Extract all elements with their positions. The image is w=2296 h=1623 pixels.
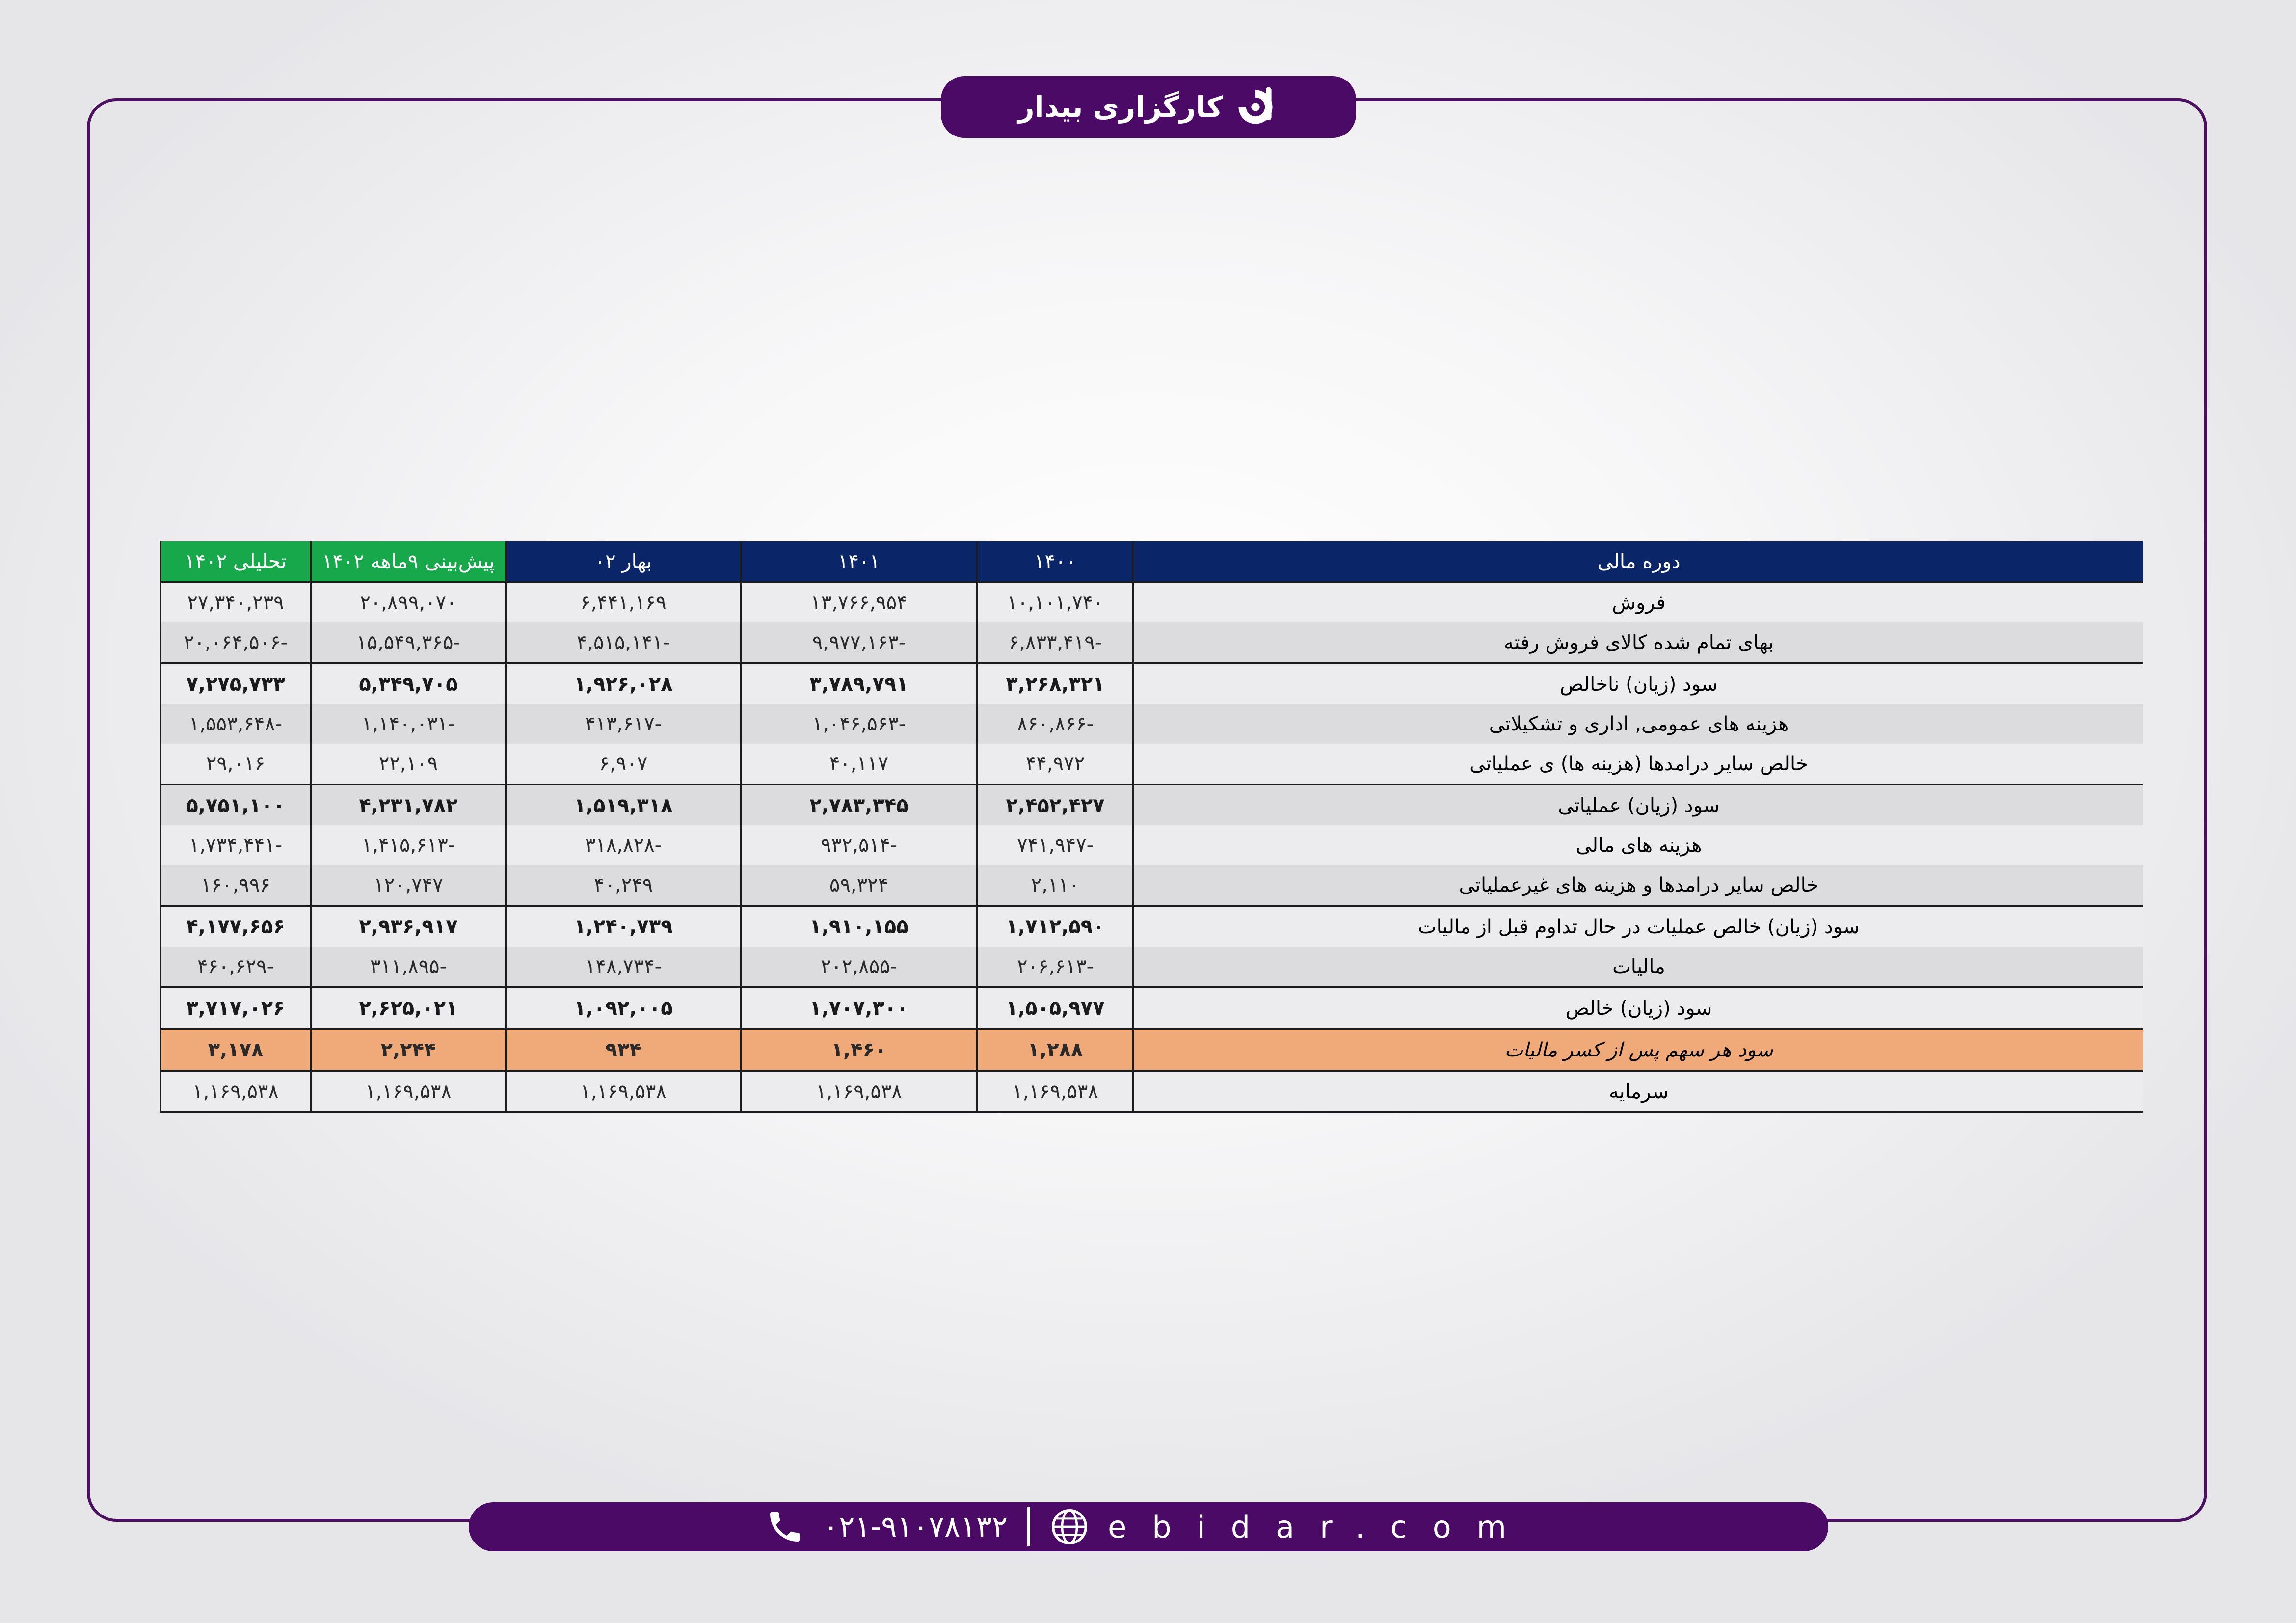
row-label: سود هر سهم پس از کسر مالیات [1133,1029,2143,1071]
table-cell: ۱,۱۶۹,۵۳۸ [506,1071,741,1112]
table-cell: ۲,۶۲۵,۰۲۱ [311,987,506,1029]
table-row [160,947,2143,987]
row-label: خالص سایر درامدها (هزینه ها) ی عملیاتی [1133,744,2143,784]
table-row [160,1071,2143,1112]
footer-divider [1027,1507,1030,1546]
table-cell: -۴۱۳,۶۱۷ [506,704,741,744]
table-cell: ۲۹,۰۱۶ [160,744,311,784]
table-cell: ۲۰,۸۹۹,۰۷۰ [311,582,506,623]
table-cell: -۲۰۶,۶۱۳ [977,947,1133,987]
table-cell: ۱,۲۴۰,۷۳۹ [506,906,741,947]
table-cell: ۱,۵۱۹,۳۱۸ [506,784,741,825]
table-cell: ۵,۳۴۹,۷۰۵ [311,663,506,704]
table-cell: -۱,۰۴۶,۵۶۳ [741,704,977,744]
row-label: بهای تمام شده کالای فروش رفته [1133,622,2143,663]
table-cell: ۱,۷۰۷,۳۰۰ [741,987,977,1029]
table-cell: -۸۶۰,۸۶۶ [977,704,1133,744]
row-label: هزینه های مالی [1133,825,2143,865]
financial-table [160,541,2143,1113]
table-cell: ۱,۱۶۹,۵۳۸ [160,1071,311,1112]
table-cell: -۱,۱۴۰,۰۳۱ [311,704,506,744]
table-row [160,784,2143,825]
table-cell: ۲,۴۵۲,۴۲۷ [977,784,1133,825]
table-row [160,704,2143,744]
row-label: سود (زیان) عملیاتی [1133,784,2143,825]
table-cell: ۳,۷۸۹,۷۹۱ [741,663,977,704]
table-row [160,865,2143,906]
table-cell: ۶,۴۴۱,۱۶۹ [506,582,741,623]
table-row-eps [160,1029,2143,1071]
table-cell: ۱,۰۹۲,۰۰۵ [506,987,741,1029]
table-cell: ۴۰,۱۱۷ [741,744,977,784]
table-row [160,622,2143,663]
table-row [160,744,2143,784]
row-label: مالیات [1133,947,2143,987]
table-cell: ۲,۷۸۳,۳۴۵ [741,784,977,825]
table-cell: ۱,۷۱۲,۵۹۰ [977,906,1133,947]
table-header-row [160,541,2143,582]
table-cell: -۳۱۸,۸۲۸ [506,825,741,865]
table-cell: -۱۵,۵۴۹,۳۶۵ [311,622,506,663]
table-cell: -۶,۸۳۳,۴۱۹ [977,622,1133,663]
table-row [160,663,2143,704]
table-cell: ۴,۲۳۱,۷۸۲ [311,784,506,825]
table-cell: ۲۷,۳۴۰,۲۳۹ [160,582,311,623]
table-cell: ۵۹,۳۲۴ [741,865,977,906]
table-row [160,987,2143,1029]
table-row [160,582,2143,623]
table-cell: ۶,۹۰۷ [506,744,741,784]
table-cell: ۱,۹۲۶,۰۲۸ [506,663,741,704]
table-cell: ۷,۲۷۵,۷۳۳ [160,663,311,704]
table-cell: ۲,۹۳۶,۹۱۷ [311,906,506,947]
table-cell: ۱,۱۶۹,۵۳۸ [311,1071,506,1112]
table-cell: -۳۱۱,۸۹۵ [311,947,506,987]
header-cell: دوره مالی [1133,541,2143,582]
brand-logo-icon [1232,83,1279,131]
brand-name: کارگزاری بیدار [1018,90,1223,124]
header-cell: ۱۴۰۰ [977,541,1133,582]
table-cell: ۳,۲۶۸,۳۲۱ [977,663,1133,704]
table-cell: -۲۰,۰۶۴,۵۰۶ [160,622,311,663]
row-label: سرمایه [1133,1071,2143,1112]
table-cell: ۲۲,۱۰۹ [311,744,506,784]
table-cell: ۳,۱۷۸ [160,1029,311,1071]
table-cell: ۱,۹۱۰,۱۵۵ [741,906,977,947]
table-cell: -۹,۹۷۷,۱۶۳ [741,622,977,663]
row-label: سود (زیان) خالص عملیات در حال تداوم قبل از مالیات [1133,906,2143,947]
header-cell: بهار ۰۲ [506,541,741,582]
table-cell: -۱,۷۳۴,۴۴۱ [160,825,311,865]
table-row [160,825,2143,865]
header-cell: تحلیلی ۱۴۰۲ [160,541,311,582]
row-label: سود (زیان) خالص [1133,987,2143,1029]
table-cell: ۳,۷۱۷,۰۲۶ [160,987,311,1029]
phone-icon [765,1507,804,1546]
table-cell: ۱,۴۶۰ [741,1029,977,1071]
row-label: سود (زیان) ناخالص [1133,663,2143,704]
table-cell: -۹۳۲,۵۱۴ [741,825,977,865]
header-cell: پیش‌بینی ۹ماهه ۱۴۰۲ [311,541,506,582]
table-cell: ۴۴,۹۷۲ [977,744,1133,784]
table-cell: ۵,۷۵۱,۱۰۰ [160,784,311,825]
footer-contact-bar [469,1502,1828,1551]
header-cell: ۱۴۰۱ [741,541,977,582]
table-cell: ۹۳۴ [506,1029,741,1071]
table-cell: ۱,۱۶۹,۵۳۸ [977,1071,1133,1112]
table-cell: ۴۰,۲۴۹ [506,865,741,906]
globe-icon [1050,1507,1089,1546]
footer-phone-group [765,1507,1008,1546]
table-cell: -۱۴۸,۷۳۴ [506,947,741,987]
table-cell: ۲,۱۱۰ [977,865,1133,906]
row-label: هزینه های عمومی, اداری و تشکیلاتی [1133,704,2143,744]
table-cell: ۱۶۰,۹۹۶ [160,865,311,906]
table-cell: -۱,۴۱۵,۶۱۳ [311,825,506,865]
table-cell: ۴,۱۷۷,۶۵۶ [160,906,311,947]
table-cell: -۴,۵۱۵,۱۴۱ [506,622,741,663]
brand-banner [941,76,1356,138]
footer-web-group [1050,1507,1532,1546]
table-cell: ۱,۱۶۹,۵۳۸ [741,1071,977,1112]
financial-table-container [160,541,2137,1113]
table-cell: ۱۳,۷۶۶,۹۵۴ [741,582,977,623]
table-cell: ۱,۵۰۵,۹۷۷ [977,987,1133,1029]
table-cell: -۱,۵۵۳,۶۴۸ [160,704,311,744]
row-label: فروش [1133,582,2143,623]
footer-phone-number[interactable]: ۰۲۱-۹۱۰۷۸۱۳۲ [823,1510,1008,1544]
table-cell: -۴۶۰,۶۲۹ [160,947,311,987]
footer-website-link[interactable]: ebidar.com [1108,1509,1532,1545]
table-cell: -۲۰۲,۸۵۵ [741,947,977,987]
table-cell: ۱۰,۱۰۱,۷۴۰ [977,582,1133,623]
row-label: خالص سایر درامدها و هزینه های غیرعملیاتی [1133,865,2143,906]
table-row [160,906,2143,947]
table-cell: -۷۴۱,۹۴۷ [977,825,1133,865]
table-cell: ۲,۲۴۴ [311,1029,506,1071]
table-cell: ۱۲۰,۷۴۷ [311,865,506,906]
table-cell: ۱,۲۸۸ [977,1029,1133,1071]
